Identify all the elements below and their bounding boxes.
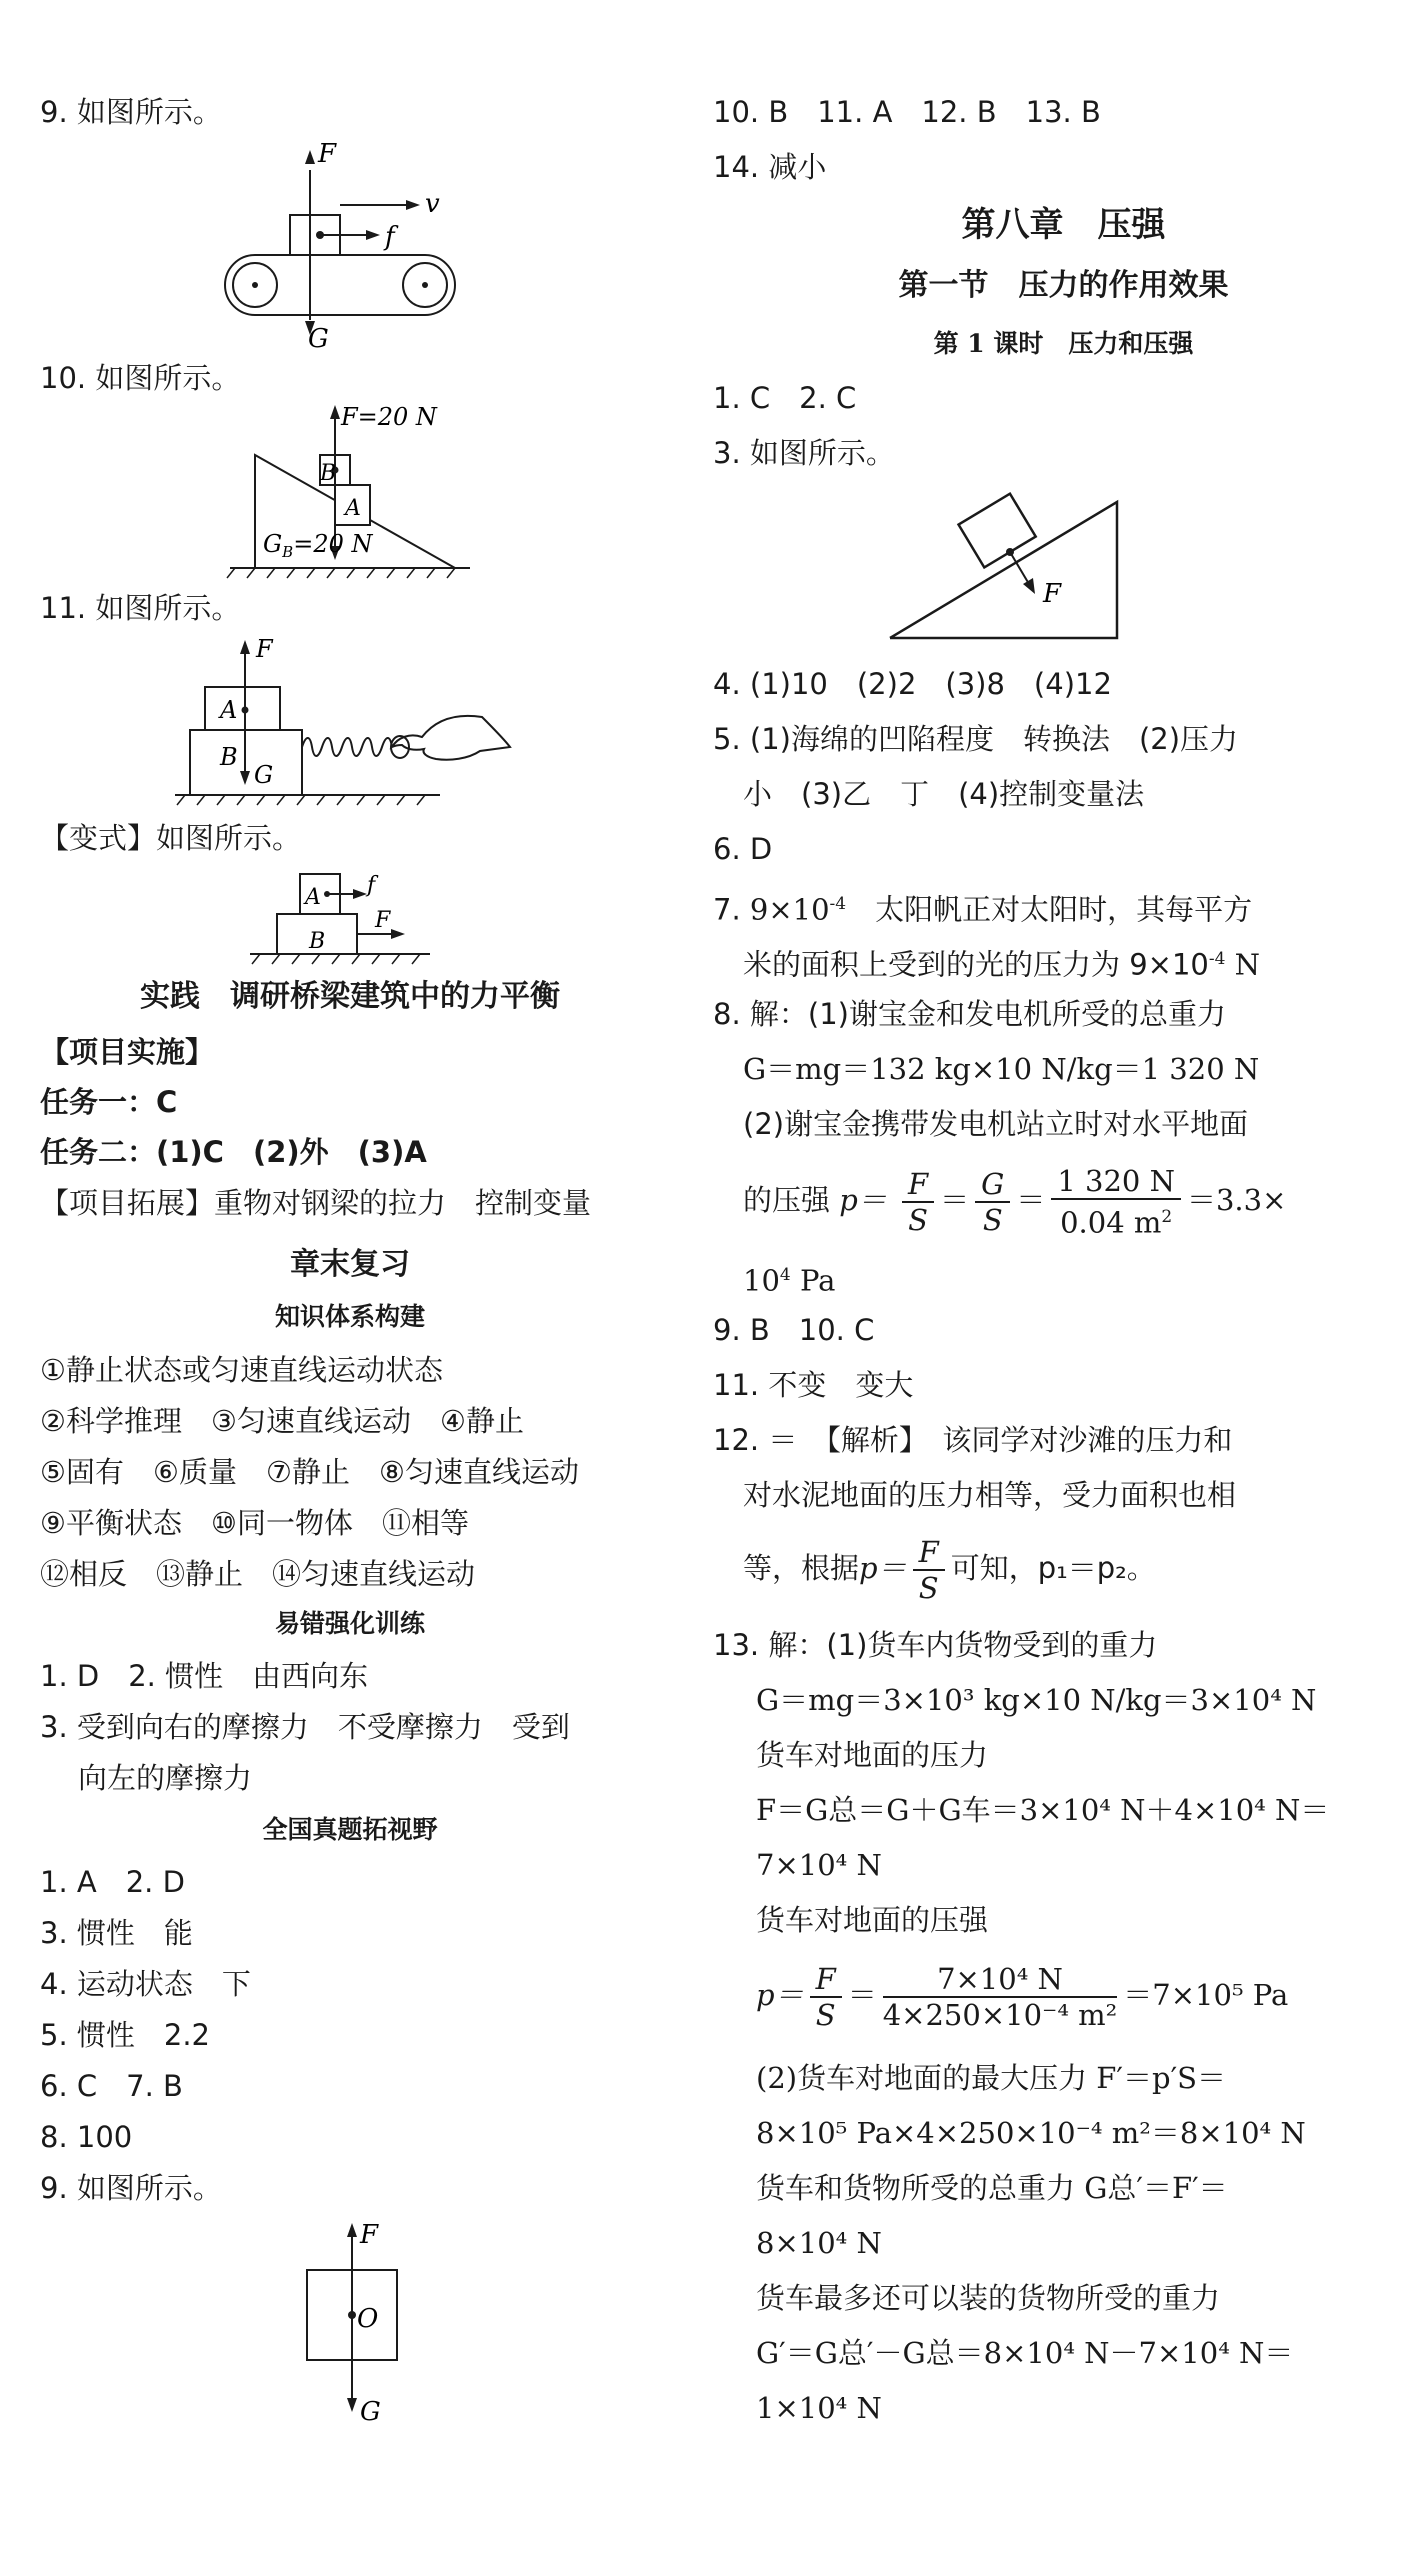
national-line: 9. 如图所示。 (40, 2171, 222, 2205)
answer-14: 14. 减小 (713, 150, 827, 184)
answer-7-cont: 米的面积上受到的光的压力为 $9\times 10^{-4}$ N (743, 947, 1261, 982)
project-implementation: 【项目实施】 (40, 1035, 215, 1069)
project-extension: 【项目拓展】重物对钢梁的拉力 控制变量 (40, 1186, 592, 1220)
answer-3: 3. 如图所示。 (713, 436, 895, 470)
answer-4: 4. (1)10 (2)2 (3)8 (4)12 (713, 667, 1112, 701)
knowledge-line: ②科学推理 ③匀速直线运动 ④静止 (40, 1404, 524, 1438)
task-one: 任务一：C (40, 1085, 178, 1119)
answer-13-text: 货车对地面的压强 (756, 1903, 989, 1937)
national-line: 5. 惯性 2.2 (40, 2018, 211, 2052)
answer-6: 6. D (713, 832, 773, 866)
label-B: B (320, 461, 337, 486)
figure-incline-block (885, 490, 1145, 650)
answer-9: 9. 如图所示。 (40, 95, 222, 129)
error-line: 3. 受到向右的摩擦力 不受摩擦力 受到 (40, 1710, 570, 1744)
variant-answer: 【变式】如图所示。 (40, 821, 302, 855)
answers-1-2: 1. C 2. C (713, 381, 857, 415)
error-line: 1. D 2. 惯性 由西向东 (40, 1659, 369, 1693)
label-F: F (318, 139, 337, 169)
task-two: 任务二：(1)C (2)外 (3)A (40, 1135, 427, 1169)
knowledge-heading: 知识体系构建 (274, 1302, 425, 1331)
knowledge-line: ⑨平衡状态 ⑩同一物体 ⑪相等 (40, 1506, 469, 1540)
answer-13-text: 货车最多还可以装的货物所受的重力 (756, 2281, 1221, 2315)
label-A: A (220, 696, 238, 724)
answer-13-force: F＝G总＝G＋G车＝3×10⁴ N＋4×10⁴ N＝ (756, 1793, 1330, 1827)
knowledge-line: ⑫相反 ⑬静止 ⑭匀速直线运动 (40, 1557, 476, 1591)
answer-7: 7. $9\times 10^{-4}$ 太阳帆正对太阳时，其每平方 (713, 892, 1253, 927)
national-line: 1. A 2. D (40, 1865, 185, 1899)
national-line: 8. 100 (40, 2120, 133, 2154)
figure-conveyor (220, 139, 480, 354)
answers-9-10: 9. B 10. C (713, 1313, 875, 1347)
answer-13-force-val: 7×10⁴ N (756, 1848, 882, 1882)
answer-13-part2: (2)货车对地面的最大压力 F′＝p′S＝ (756, 2061, 1227, 2095)
label-A: A (345, 496, 361, 521)
label-f: f (385, 222, 395, 252)
knowledge-line: ⑤固有 ⑥质量 ⑦静止 ⑧匀速直线运动 (40, 1455, 579, 1489)
label-F: F (375, 908, 391, 933)
answer-8-result: $10^4$ Pa (743, 1263, 836, 1298)
answer-5-cont: 小 (3)乙 丁 (4)控制变量法 (743, 777, 1145, 811)
label-v: v (425, 189, 440, 219)
label-G: G (254, 761, 274, 789)
label-F: F (256, 635, 273, 663)
answer-13-pressure: p＝ $\frac{F}{S}$ ＝ $\frac{\text{7×10⁴ N}}{\text{4×250×10⁻⁴ m²}}$ ＝7×10⁵ Pa (756, 1962, 1289, 2032)
label-B: B (309, 929, 326, 954)
section-heading: 第一节 压力的作用效果 (898, 268, 1229, 303)
label-f: f (367, 873, 376, 898)
practice-heading: 实践 调研桥梁建筑中的力平衡 (140, 979, 560, 1014)
error-line: 向左的摩擦力 (78, 1761, 253, 1795)
label-G: G (308, 324, 329, 354)
review-heading: 章末复习 (290, 1247, 410, 1282)
national-line: 6. C 7. B (40, 2069, 183, 2103)
label-B: B (220, 743, 238, 771)
knowledge-line: ①静止状态或匀速直线运动状态 (40, 1353, 443, 1387)
figure-stacked-blocks (245, 862, 435, 972)
answer-8-part2: (2)谢宝金携带发电机站立时对水平地面 (743, 1107, 1249, 1141)
answer-11: 11. 如图所示。 (40, 591, 241, 625)
answer-13-total: 货车和货物所受的总重力 G总′＝F′＝ (756, 2171, 1228, 2205)
answer-13-cargo: G′＝G总′－G总＝8×10⁴ N－7×10⁴ N＝ (756, 2336, 1294, 2370)
answer-10: 10. 如图所示。 (40, 361, 241, 395)
answer-5: 5. (1)海绵的凹陷程度 转换法 (2)压力 (713, 722, 1239, 756)
answer-12-formula: 等，根据p＝ $\frac{F}{S}$ 可知，p₁＝p₂。 (743, 1535, 1156, 1605)
errors-heading: 易错强化训练 (274, 1609, 425, 1638)
answer-13-total-val: 8×10⁴ N (756, 2226, 882, 2260)
chapter-heading: 第八章 压强 (961, 205, 1166, 245)
label-G: G (360, 2397, 381, 2427)
label-F: F (1043, 579, 1062, 609)
lesson-heading: 第 1 课时 压力和压强 (933, 329, 1194, 358)
national-heading: 全国真题拓视野 (262, 1815, 438, 1844)
label-O: O (357, 2304, 379, 2334)
label-F: F (360, 2220, 379, 2250)
answer-8: 8. 解：(1)谢宝金和发电机所受的总重力 (713, 997, 1226, 1031)
answer-13-part2-cont: 8×10⁵ Pa×4×250×10⁻⁴ m²＝8×10⁴ N (756, 2116, 1306, 2150)
label-F20: F=20 N (341, 403, 437, 431)
label-A: A (305, 885, 321, 910)
answers-10-13: 10. B 11. A 12. B 13. B (713, 95, 1101, 129)
answer-8-pressure: 的压强 p＝ $\frac{F}{S}$ ＝ $\frac{G}{S}$ ＝ $\frac{1 320 N}{0.04 m^2}$ ＝3.3× (743, 1164, 1287, 1240)
figure-spring-blocks (170, 635, 520, 810)
answer-13-gravity: G＝mg＝3×10³ kg×10 N/kg＝3×10⁴ N (756, 1683, 1317, 1717)
label-GB: $G_B=20$ N (263, 530, 373, 561)
answer-8-gravity: G＝mg＝132 kg×10 N/kg＝1 320 N (743, 1052, 1260, 1086)
answer-13-text: 货车对地面的压力 (756, 1738, 989, 1772)
answer-11: 11. 不变 变大 (713, 1368, 914, 1402)
national-line: 3. 惯性 能 (40, 1916, 193, 1950)
figure-incline-blocks (225, 400, 475, 580)
answer-12: 12. ＝ 【解析】 该同学对沙滩的压力和 (713, 1423, 1233, 1457)
answer-13-cargo-val: 1×10⁴ N (756, 2391, 882, 2425)
answer-13: 13. 解：(1)货车内货物受到的重力 (713, 1628, 1158, 1662)
figure-box-forces (285, 2215, 425, 2425)
answer-12-cont: 对水泥地面的压力相等，受力面积也相 (743, 1478, 1237, 1512)
national-line: 4. 运动状态 下 (40, 1967, 251, 2001)
